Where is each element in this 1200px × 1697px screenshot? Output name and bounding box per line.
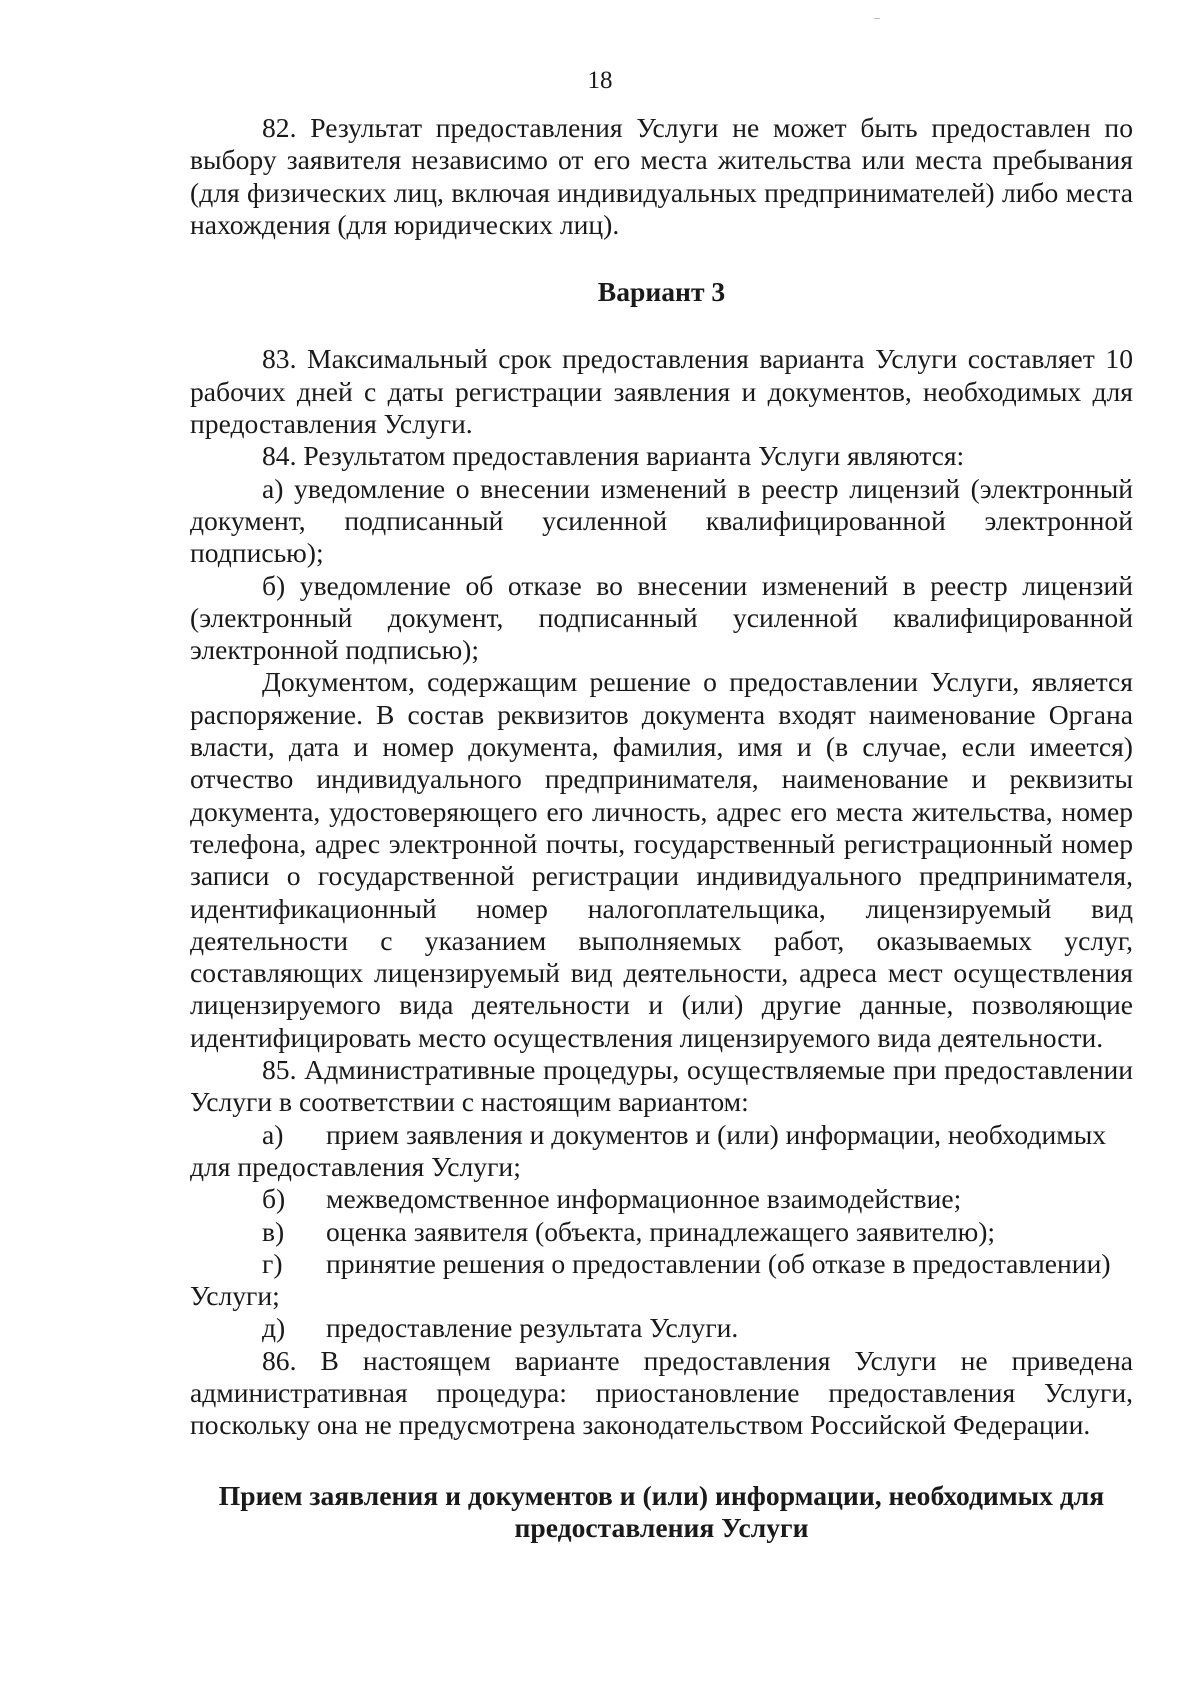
document-body xyxy=(190,112,1133,1544)
paragraph-83: 83. Максимальный срок предоставления варианта Услуги составляет 10 рабочих дней с даты регистрации заявления и документов, необходимых для предоставления Услуги. xyxy=(190,343,1133,440)
paragraph-84b: б) уведомление об отказе во внесении изменений в реестр лицензий (электронный документ, подписанный усиленной квалифицированной электронной подписью); xyxy=(190,569,1133,666)
page-number: 18 xyxy=(587,67,613,94)
list-item-text: оценка заявителя (объекта, принадлежащего заявителю); xyxy=(326,1215,996,1247)
paragraph-84a: а) уведомление о внесении изменений в реестр лицензий (электронный документ, подписанный усиленной квалифицированной электронной подписью); xyxy=(190,472,1133,569)
heading-variant-3: Вариант 3 xyxy=(597,276,726,308)
list-marker: г) xyxy=(262,1247,283,1279)
list-item xyxy=(190,1248,1133,1313)
procedures-list xyxy=(190,1119,1133,1345)
list-item-continuation: для предоставления Услуги; xyxy=(190,1150,521,1182)
paragraph-decision-document: Документом, содержащим решение о предоставлении Услуги, является распоряжение. В состав реквизитов документа входят наименование Органа власти, дата и номер документа, фамилия, имя и (в случае, если имеется) отчество индивидуального предпринимателя, наименование и реквизиты документа, удостоверяющего его личность, адрес его места жительства, номер телефона, адрес электронной почты, государственный регистрационный номер записи о государственной регистрации индивидуального предпринимателя, идентификационный номер налогоплательщика, лицензируемый вид деятельности с указанием выполняемых работ, оказываемых услуг, составляющих лицензируемый вид деятельности, адреса мест осуществления лицензируемого вида деятельности и (или) другие данные, позволяющие идентифицировать место осуществления лицензируемого вида деятельности. xyxy=(190,666,1133,1053)
list-item-text: прием заявления и документов и (или) информации, необходимых xyxy=(326,1118,1107,1150)
list-item xyxy=(190,1216,1133,1248)
list-marker: б) xyxy=(262,1183,286,1215)
list-item-text: принятие решения о предоставлении (об отказе в предоставлении) xyxy=(326,1247,1111,1279)
list-item xyxy=(190,1312,1133,1344)
list-item-text: межведомственное информационное взаимодействие; xyxy=(326,1183,962,1215)
scan-artifact xyxy=(874,18,880,19)
paragraph-86: 86. В настоящем варианте предоставления Услуги не приведена административная процедура: приостановление предоставления Услуги, поскольку она не предусмотрена законодательством Российской Федерации. xyxy=(190,1344,1133,1441)
paragraph-82: 82. Результат предоставления Услуги не может быть предоставлен по выбору заявителя независимо от его места жительства или места пребывания (для физических лиц, включая индивидуальных предпринимателей) либо места нахождения (для юридических лиц). xyxy=(190,112,1133,240)
list-item-text: предоставление результата Услуги. xyxy=(326,1312,739,1344)
list-marker: в) xyxy=(262,1215,285,1247)
list-item-continuation: Услуги; xyxy=(190,1280,280,1312)
paragraph-84: 84. Результатом предоставления варианта Услуги являются: xyxy=(262,440,965,472)
list-marker: д) xyxy=(262,1312,286,1344)
paragraph-85: 85. Административные процедуры, осуществляемые при предоставлении Услуги в соответствии с настоящим вариантом: xyxy=(190,1054,1133,1118)
list-item xyxy=(190,1183,1133,1215)
list-marker: а) xyxy=(262,1118,284,1150)
heading-section-application: Прием заявления и документов и (или) информации, необходимых для предоставления Услуги xyxy=(218,1479,1105,1543)
list-item xyxy=(190,1119,1133,1184)
